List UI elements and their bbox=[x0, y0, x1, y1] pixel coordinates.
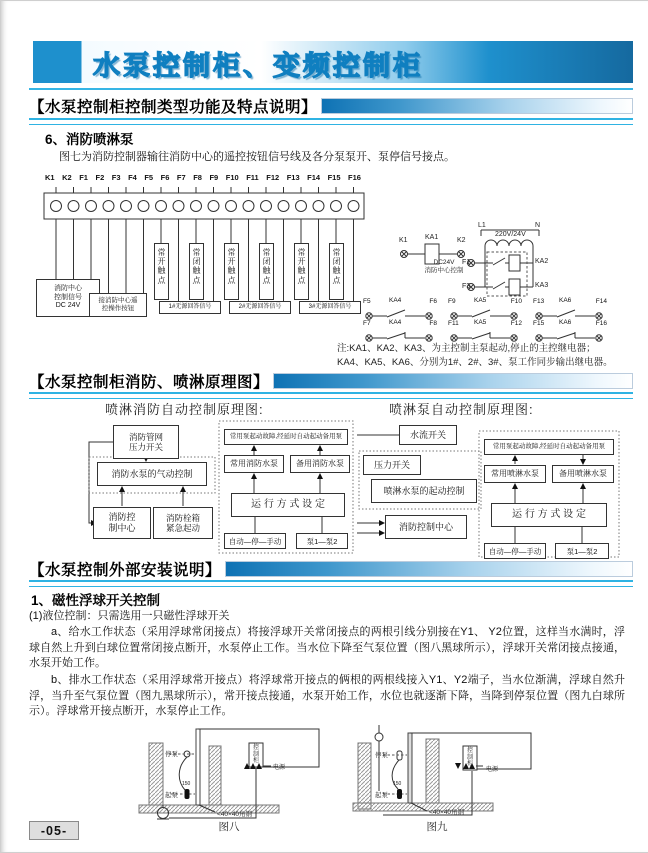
circuit-k1-label: K1 bbox=[399, 237, 408, 244]
backup-fire-pump-box: 备用消防水泵 bbox=[290, 455, 350, 473]
contact-relay-label: KA6 bbox=[559, 319, 572, 326]
contact-relay-label: KA6 bbox=[559, 297, 572, 304]
banner bbox=[33, 41, 633, 83]
contact-right-label: F16 bbox=[595, 320, 607, 327]
nc-contact-box: 常闭触点 bbox=[189, 243, 204, 300]
banner-underline bbox=[29, 88, 633, 90]
section2-gradient-bar bbox=[273, 373, 633, 389]
terminal-label: K1 bbox=[45, 173, 55, 182]
contact-left-label: F5 bbox=[363, 298, 371, 305]
terminal-label: F12 bbox=[266, 173, 280, 182]
circuit-voltage-label: 220V/24V bbox=[495, 231, 526, 238]
answer-signal-box-1: 1#无源回答信号 bbox=[159, 301, 221, 314]
section3-gradient-bar bbox=[225, 561, 633, 577]
terminal-label: F10 bbox=[225, 173, 239, 182]
fire-control-center-box bbox=[93, 507, 151, 539]
terminal-label: K2 bbox=[62, 173, 72, 182]
circuit-ka2-label: KA2 bbox=[535, 258, 549, 265]
terminal-labels-row bbox=[45, 173, 361, 182]
fire-control-center-label: 消防控制中心 bbox=[108, 512, 136, 533]
fig8-distance-label: 150 bbox=[182, 781, 191, 787]
section1-title: 【水泵控制柜控制类型功能及特点说明】 bbox=[29, 98, 318, 116]
circuit-ka1-label: KA1 bbox=[425, 234, 439, 241]
left-diagram-title: 喷淋消防自动控制原理图: bbox=[105, 402, 264, 417]
fig8-caption: 图八 bbox=[218, 821, 240, 833]
remote-button-box bbox=[89, 293, 147, 317]
terminal-label: F15 bbox=[327, 173, 341, 182]
contact-relay-label: KA5 bbox=[474, 297, 487, 304]
circuit-f3-label: F3 bbox=[462, 283, 471, 290]
fig9-power-label: 电源 bbox=[486, 767, 499, 773]
answer-signal-box-2: 2#无源回答信号 bbox=[229, 301, 291, 314]
fig9-distance-label: 150 bbox=[393, 781, 402, 787]
pump1-pump2-box: 泵1—泵2 bbox=[555, 543, 609, 559]
terminal-label: F4 bbox=[128, 173, 137, 182]
section2-header bbox=[29, 371, 633, 390]
fault-delay-box: 常用泵起动故障,经延时自动起动备用泵 bbox=[224, 429, 348, 445]
circuit-ka3-label: KA3 bbox=[535, 282, 549, 289]
answer-signal-box-3: 3#无源回答信号 bbox=[299, 301, 361, 314]
hydrant-emergency-label: 消防栓箱紧急起动 bbox=[165, 512, 200, 533]
supply-mode-text: a、给水工作状态（采用浮球常闭接点）将接浮球开关常闭接点的两根引线分别接在Y1、 Y2位置，这样当水满时，浮球自然上升到白球位置常闭接点断开，水泵停止工作。当水位下降至气泵位置（图八黑球所示），浮球开关常闭接点接通，水泵开始工作。 bbox=[29, 626, 625, 669]
terminal-label: F11 bbox=[246, 173, 259, 182]
contact-left-label: F9 bbox=[448, 298, 456, 305]
main-spray-pump-box: 常用喷淋水泵 bbox=[484, 465, 546, 483]
terminal-label: F7 bbox=[176, 173, 186, 182]
no-contact-box: 常开触点 bbox=[294, 243, 309, 300]
contact-left-label: F11 bbox=[448, 320, 459, 327]
section2-title: 【水泵控制柜消防、喷淋原理图】 bbox=[29, 373, 270, 391]
dc-caption: 消防中心控制 bbox=[424, 267, 464, 275]
remote-button-label: 接消防中心遥控操作按钮 bbox=[98, 297, 138, 312]
section3-rule bbox=[29, 580, 633, 587]
dc-voltage: DC24V bbox=[433, 259, 455, 266]
fig9-start-pump-label: 起泵 bbox=[375, 792, 388, 799]
fig9-cabinet-label: 控制柜 bbox=[466, 748, 473, 768]
fig9-stop-pump-label: 停泵 bbox=[375, 752, 388, 759]
fire-control-center-box: 消防控制中心 bbox=[385, 515, 467, 539]
contact-relay-label: KA4 bbox=[389, 297, 402, 304]
right-diagram-title: 喷淋泵自动控制原理图: bbox=[389, 402, 534, 417]
auto-stop-manual-box: 自动—停—手动 bbox=[224, 533, 286, 549]
fire-center-signal-label: 消防中心控制信号 bbox=[54, 285, 82, 301]
no-contact-box: 常开触点 bbox=[224, 243, 239, 300]
terminal-label: F6 bbox=[160, 173, 170, 182]
pneumatic-control-box: 消防水泵的气动控制 bbox=[97, 462, 207, 486]
terminal-label: F14 bbox=[307, 173, 321, 182]
intro-text: 图七为消防控制器输往消防中心的遥控按钮信号线及各分泵泵开、泵停信号接点。 bbox=[59, 151, 455, 163]
contact-relay-label: KA4 bbox=[389, 319, 402, 326]
fig8-cabinet-label: 控制柜 bbox=[252, 745, 259, 765]
pipe-pressure-switch-box bbox=[113, 425, 179, 459]
circuit-f1-label: F1 bbox=[462, 259, 471, 266]
fig8-stop-pump-label: 停泵 bbox=[165, 751, 178, 758]
spray-pump-start-box: 喷淋水泵的起动控制 bbox=[371, 479, 477, 503]
contact-right-label: F12 bbox=[510, 320, 522, 327]
fault-delay-box: 常用泵起动故障,经延时自动起动备用泵 bbox=[484, 439, 614, 455]
nc-contact-box: 常闭触点 bbox=[259, 243, 274, 300]
figure9-drawing bbox=[353, 721, 583, 836]
terminal-label: F13 bbox=[286, 173, 300, 182]
level-control-text: (1)液位控制：只需选用一只磁性浮球开关 bbox=[29, 610, 230, 622]
contact-left-label: F15 bbox=[533, 320, 545, 327]
auto-stop-manual-box: 自动—停—手动 bbox=[484, 543, 546, 559]
contact-relay-label: KA5 bbox=[474, 319, 487, 326]
terminal-label: F9 bbox=[209, 173, 219, 182]
terminal-label: F2 bbox=[95, 173, 105, 182]
main-fire-pump-box: 常用消防水泵 bbox=[224, 455, 284, 473]
section1-gradient-bar bbox=[321, 98, 633, 114]
water-flow-switch-box: 水流开关 bbox=[399, 425, 457, 445]
page-title: 水泵控制柜、变频控制柜 bbox=[93, 51, 423, 81]
run-mode-setting-box: 运 行 方 式 设 定 bbox=[231, 493, 345, 517]
fig9-angle-steel-label: <40×40角钢 bbox=[429, 809, 465, 816]
circuit-n-label: N bbox=[535, 222, 541, 229]
nc-contact-box: 常闭触点 bbox=[329, 243, 344, 300]
fig9-caption: 图九 bbox=[426, 821, 448, 833]
backup-spray-pump-box: 备用喷淋水泵 bbox=[552, 465, 614, 483]
circuit-k2-label: K2 bbox=[457, 237, 466, 244]
drain-mode-text: b、排水工作状态（采用浮球常开接点）将浮球常开接点的俩根的两根线接入Y1、Y2端子，当水位渐满，浮球自然升浮，当升至气泵位置（图九黑球所示），常开接点接通，水泵开始工作，水位也就逐渐下降，当降到停泵位置（图九白球所示）。浮球常开接点断开，水泵停止工作。 bbox=[29, 674, 625, 717]
no-contact-box: 常开触点 bbox=[154, 243, 169, 300]
pressure-switch-box: 压力开关 bbox=[363, 455, 421, 475]
subsection-heading: 6、消防喷淋泵 bbox=[45, 132, 134, 147]
pipe-pressure-switch-label: 消防管网压力开关 bbox=[128, 431, 163, 452]
terminal-label: F3 bbox=[111, 173, 121, 182]
fire-center-dc-label: DC 24V bbox=[55, 302, 81, 310]
float-switch-heading: 1、磁性浮球开关控制 bbox=[31, 593, 161, 608]
section1-rule bbox=[29, 118, 633, 125]
contact-right-label: F6 bbox=[429, 298, 437, 305]
pump1-pump2-box: 泵1—泵2 bbox=[296, 533, 348, 549]
contact-right-label: F8 bbox=[429, 320, 437, 327]
contact-right-label: F14 bbox=[595, 298, 607, 305]
contact-left-label: F7 bbox=[363, 320, 371, 327]
relay-circuit-drawing bbox=[359, 216, 647, 306]
contact-right-label: F10 bbox=[510, 298, 522, 305]
circuit-l1-label: L1 bbox=[478, 222, 486, 229]
terminal-label: F1 bbox=[79, 173, 88, 182]
section1-header bbox=[29, 96, 633, 115]
contact-left-label: F13 bbox=[533, 298, 545, 305]
section3-title: 【水泵控制外部安装说明】 bbox=[29, 561, 222, 579]
run-mode-setting-box: 运 行 方 式 设 定 bbox=[491, 503, 607, 527]
fig8-start-pump-label: 起泵 bbox=[165, 792, 178, 799]
terminal-label: F8 bbox=[193, 173, 202, 182]
fig8-power-label: 电源 bbox=[273, 765, 286, 771]
section3-header bbox=[29, 559, 633, 578]
circuit-note-line2: KA4、KA5、KA6、分别为1#、2#、3#、泵工作同步输出继电器。 bbox=[337, 357, 613, 368]
terminal-label: F16 bbox=[348, 173, 361, 182]
hydrant-emergency-box bbox=[153, 507, 213, 539]
page-number: -05- bbox=[29, 821, 79, 840]
circuit-note-line1: 注:KA1、KA2、KA3、为主控制主泵起动,停止的主控继电器； bbox=[337, 343, 596, 354]
terminal-label: F5 bbox=[144, 173, 154, 182]
fig8-angle-steel-label: <40×40角钢 bbox=[217, 811, 253, 818]
